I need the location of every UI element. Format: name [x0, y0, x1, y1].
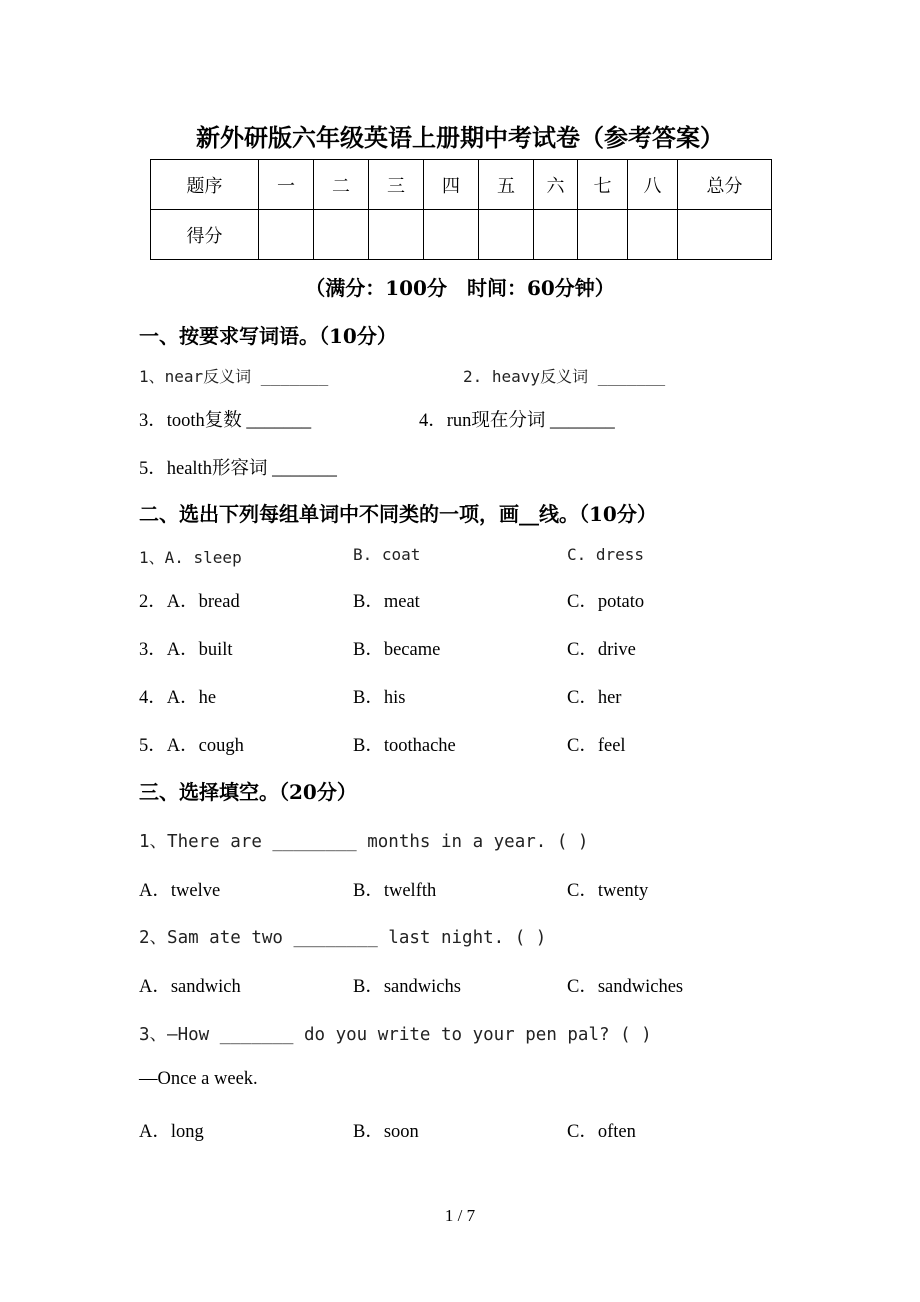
score-table-header-cell: 题序 — [151, 160, 259, 210]
section2-option: B．became — [353, 640, 441, 660]
section1-item-5: 5．health形容词 _______ — [139, 459, 337, 479]
section3-heading: 三、选择填空。（20分） — [139, 780, 357, 804]
question-2-option-c: C．sandwiches — [567, 977, 684, 997]
question-1-option-c: C．twenty — [567, 881, 649, 901]
section2-option: B．meat — [353, 592, 420, 612]
question-3-stem: 3、—How _______ do you write to your pen pal? ( ) — [139, 1025, 652, 1045]
question-1-stem: 1、There are ________ months in a year. ( ) — [139, 832, 589, 852]
full-mark-time: （满分：100分 时间：60分钟） — [305, 276, 615, 300]
score-cell[interactable] — [534, 210, 578, 260]
score-table-header-cell: 一 — [259, 160, 314, 210]
section2-option: C．potato — [567, 592, 645, 612]
score-row-label: 得分 — [151, 210, 259, 260]
page-indicator: 1 / 7 — [444, 1206, 476, 1225]
section2-option: 4．A．he — [139, 688, 217, 708]
section2-option: 2．A．bread — [139, 592, 240, 612]
section2-option: B. coat — [353, 545, 421, 564]
score-table-header-cell: 七 — [578, 160, 628, 210]
section2-option: B．toothache — [353, 736, 456, 756]
section2-option: 5．A．cough — [139, 736, 244, 756]
score-cell[interactable] — [628, 210, 678, 260]
score-cell[interactable] — [678, 210, 772, 260]
section2-option: 3．A．built — [139, 640, 233, 660]
section1-item-1: 1、near反义词 _______ — [139, 367, 329, 386]
score-table-header-cell: 总分 — [678, 160, 772, 210]
section2-option: B．his — [353, 688, 406, 708]
question-3-option-b: B．soon — [353, 1122, 419, 1142]
score-cell[interactable] — [479, 210, 534, 260]
question-3-option-c: C．often — [567, 1122, 636, 1142]
question-3-answer-line: —Once a week. — [139, 1069, 258, 1089]
section2-option: C. dress — [567, 545, 645, 564]
score-table-header-cell: 五 — [479, 160, 534, 210]
score-table — [150, 159, 772, 260]
section2-option: C．her — [567, 688, 622, 708]
question-1-option-b: B．twelfth — [353, 881, 437, 901]
section1-item-2: 2. heavy反义词 _______ — [463, 367, 666, 386]
question-1-option-a: A．twelve — [139, 881, 221, 901]
exam-title: 新外研版六年级英语上册期中考试卷（参考答案） — [196, 123, 724, 152]
score-table-header-row — [151, 160, 772, 210]
score-table-header-cell: 六 — [534, 160, 578, 210]
score-table-header-cell: 八 — [628, 160, 678, 210]
section1-heading: 一、按要求写词语。（10分） — [139, 324, 397, 348]
score-table-header-cell: 二 — [314, 160, 369, 210]
section1-item-3: 3．tooth复数 _______ — [139, 411, 312, 431]
score-table-score-row — [151, 210, 772, 260]
score-cell[interactable] — [314, 210, 369, 260]
section1-item-4: 4．run现在分词 _______ — [419, 411, 615, 431]
question-2-option-a: A．sandwich — [139, 977, 241, 997]
question-3-option-a: A．long — [139, 1122, 204, 1142]
section2-option: C．feel — [567, 736, 626, 756]
score-table-header-cell: 四 — [424, 160, 479, 210]
section2-heading: 二、选出下列每组单词中不同类的一项，画__线。（10分） — [139, 502, 657, 526]
section2-option: 1、A. sleep — [139, 548, 242, 567]
section2-option: C．drive — [567, 640, 636, 660]
score-cell[interactable] — [259, 210, 314, 260]
score-cell[interactable] — [424, 210, 479, 260]
score-cell[interactable] — [369, 210, 424, 260]
score-table-header-cell: 三 — [369, 160, 424, 210]
score-cell[interactable] — [578, 210, 628, 260]
question-2-stem: 2、Sam ate two ________ last night. ( ) — [139, 928, 547, 948]
question-2-option-b: B．sandwichs — [353, 977, 461, 997]
